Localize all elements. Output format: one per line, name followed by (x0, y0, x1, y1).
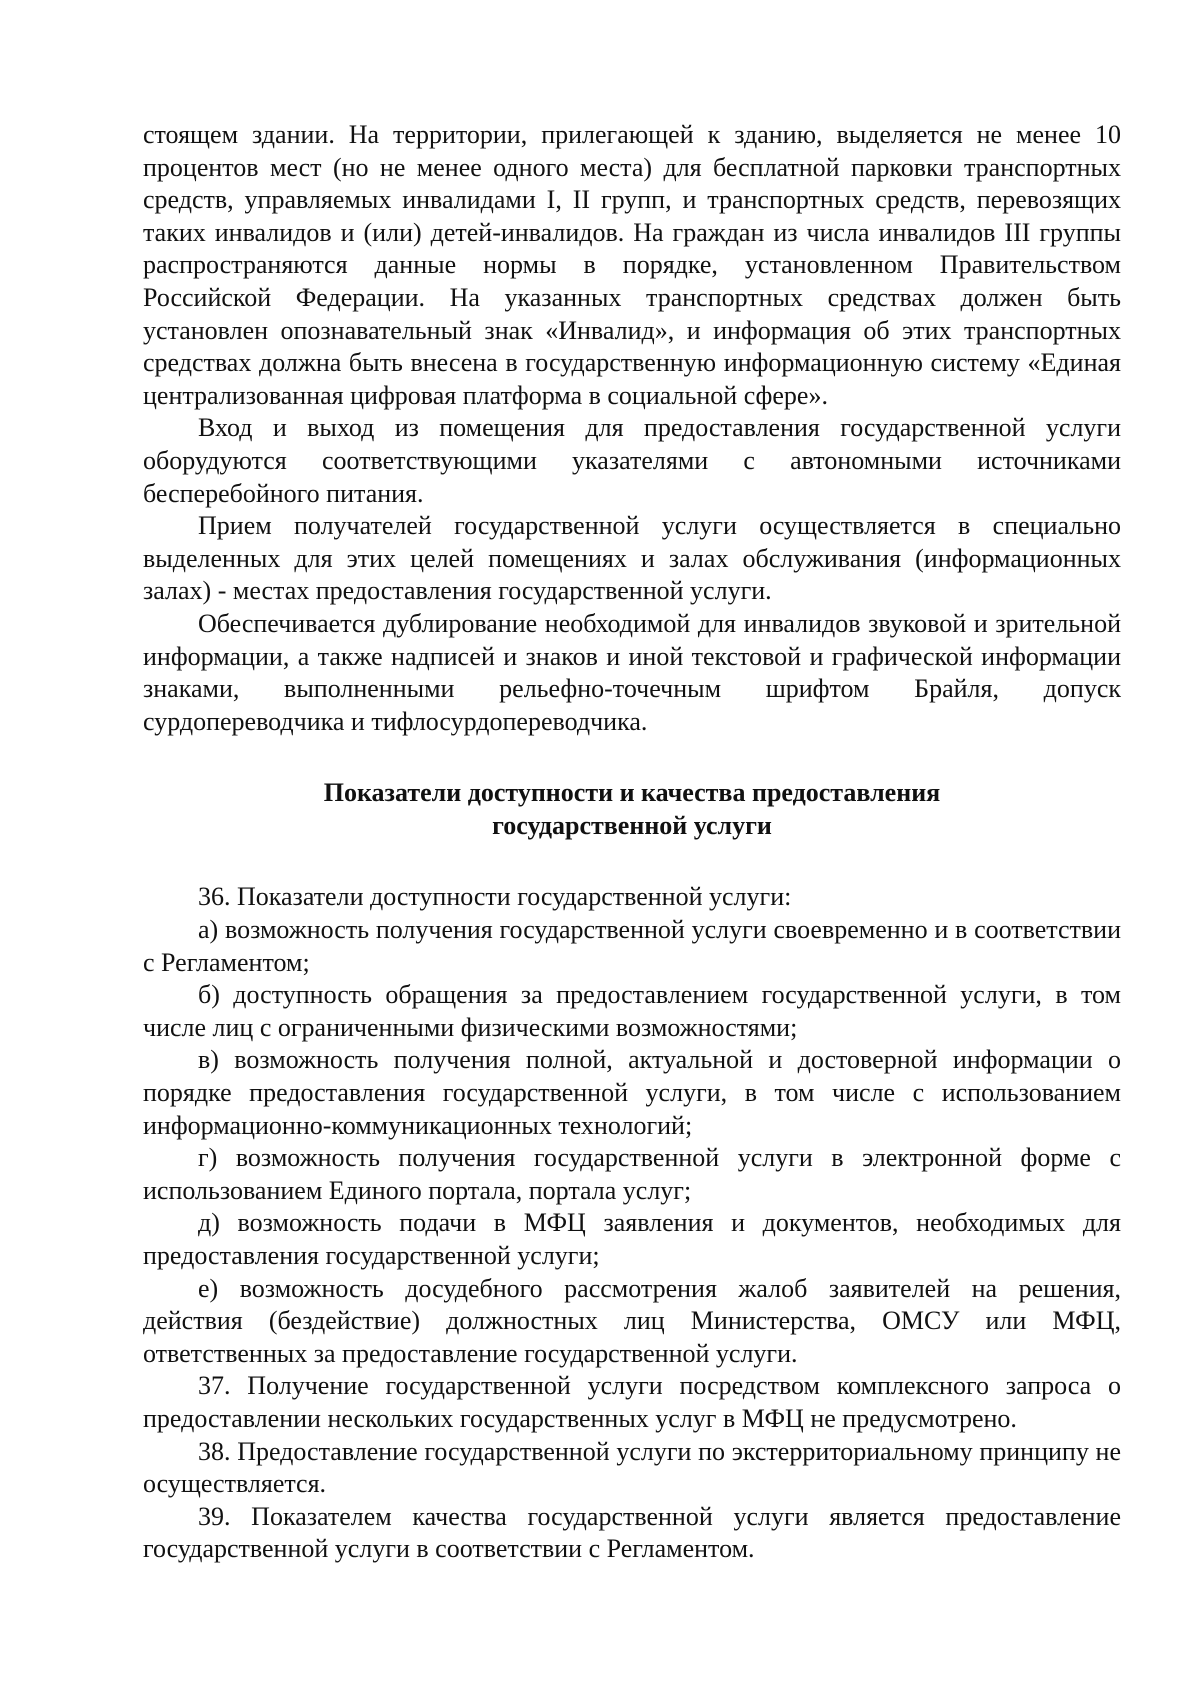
list-item-d: д) возможность подачи в МФЦ заявления и документов, необходимых для предоставления государственной услуги; (143, 1208, 1121, 1270)
paragraph-39: 39. Показателем качества государственной услуги является предоставление государственной услуги в соответствии с Регламентом. (143, 1501, 1121, 1564)
paragraph-braille: Обеспечивается дублирование необходимой для инвалидов звуковой и зрительной информации, а также надписей и знаков и иной текстовой и графической информации знаками, выполненными рельефно-точечным шрифтом Брайля, допуск сурдопереводчика и тифлосурдопереводчика. (143, 608, 1121, 736)
section-heading (143, 738, 1121, 881)
list-item-a: а) возможность получения государственной услуги своевременно и в соответствии с Регламентом; (143, 915, 1121, 977)
paragraph-36: 36. Показатели доступности государственной услуги: (198, 882, 792, 912)
paragraph-reception: Прием получателей государственной услуги осуществляется в специально выделенных для этих целей помещениях и залах обслуживания (информационных залах) - местах предоставления государственной услуги. (143, 511, 1121, 606)
list-item-g: г) возможность получения государственной услуги в электронной форме с использованием Единого портала, портала услуг; (143, 1143, 1121, 1205)
paragraph-entrance: Вход и выход из помещения для предоставления государственной услуги оборудуются соответствующими указателями с автономными источниками бесперебойного питания. (143, 413, 1121, 508)
document-body (143, 119, 1121, 1566)
section-heading-line-1: Показатели доступности и качества предоставления (323, 778, 941, 808)
list-item-v: в) возможность получения полной, актуальной и достоверной информации о порядке предоставления государственной услуги, в том числе с использованием информационно-коммуникационных технологий; (143, 1045, 1121, 1140)
paragraph-37: 37. Получение государственной услуги посредством комплексного запроса о предоставлении нескольких государственных услуг в МФЦ не предусмотрено. (143, 1371, 1121, 1433)
list-item-b: б) доступность обращения за предоставлением государственной услуги, в том числе лиц с ограниченными физическими возможностями; (143, 980, 1121, 1042)
paragraph-parking: стоящем здании. На территории, прилегающей к зданию, выделяется не менее 10 процентов мест (но не менее одного места) для бесплатной парковки транспортных средств, управляемых инвалидами I, II групп, и транспортных средств, перевозящих таких инвалидов и (или) детей-инвалидов. На граждан из числа инвалидов III группы распространяются данные нормы в порядке, установленном Правительством Российской Федерации. На указанных транспортных средствах должен быть установлен опознавательный знак «Инвалид», и информация об этих транспортных средствах должна быть внесена в государственную информационную систему «Единая централизованная цифровая платформа в социальной сфере». (143, 120, 1121, 410)
list-item-e: е) возможность досудебного рассмотрения жалоб заявителей на решения, действия (бездействие) должностных лиц Министерства, ОМСУ или МФЦ, ответственных за предоставление государственной услуги. (143, 1273, 1121, 1368)
section-heading-line-2: государственной услуги (492, 810, 772, 840)
paragraph-38: 38. Предоставление государственной услуги по экстерриториальному принципу не осуществляется. (143, 1436, 1121, 1499)
